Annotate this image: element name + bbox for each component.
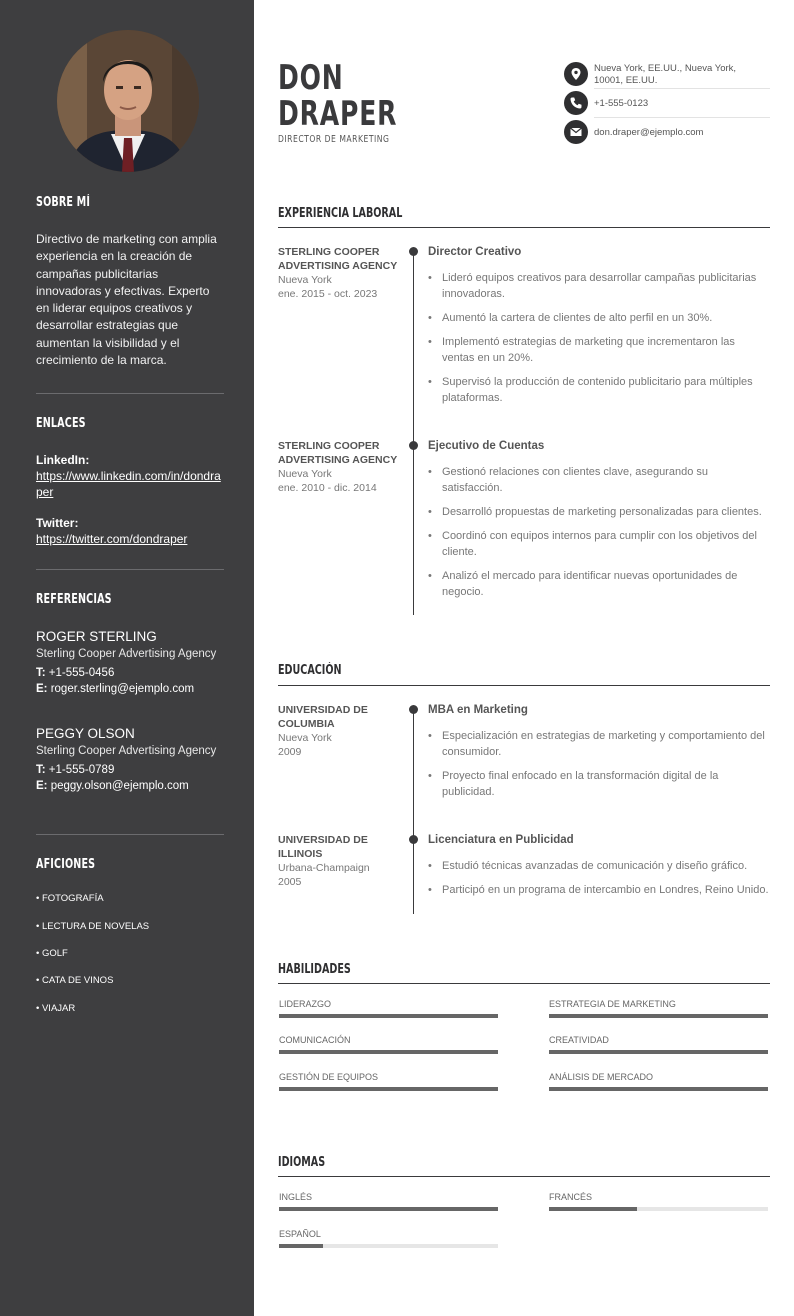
entry-bullets <box>428 858 770 906</box>
reference-email-value: roger.sterling@ejemplo.com <box>50 683 195 695</box>
language-bar-track <box>279 1244 498 1248</box>
skill-label: ESTRATEGIA DE MARKETING <box>549 999 676 1009</box>
email-prefix: E: <box>36 780 48 792</box>
bullet-item: • Estudió técnicas avanzadas de comunicación y diseño gráfico. <box>428 858 770 874</box>
experience-heading: EXPERIENCIA LABORAL <box>278 206 403 221</box>
reference-item <box>36 725 224 794</box>
skill-bar-track <box>549 1050 768 1054</box>
skill-bar-track <box>279 1050 498 1054</box>
about-heading: SOBRE MÍ <box>36 195 91 210</box>
last-name: DRAPER <box>278 94 398 134</box>
section-rule <box>278 1176 770 1177</box>
twitter-link[interactable]: https://twitter.com/dondraper <box>36 532 188 546</box>
skill-bar-fill <box>549 1087 768 1091</box>
skill-item <box>548 1071 768 1083</box>
hobby-item: • GOLF <box>36 948 68 959</box>
entry-dates: ene. 2015 - oct. 2023 <box>278 288 378 300</box>
email-text: don.draper@ejemplo.com <box>594 127 704 138</box>
skill-bar-track <box>279 1014 498 1018</box>
timeline-line <box>413 833 414 914</box>
timeline-dot <box>409 247 418 256</box>
education-entry-info <box>278 833 398 889</box>
education-heading: EDUCACIÓN <box>278 663 342 678</box>
timeline-line <box>413 709 414 833</box>
skill-label: CREATIVIDAD <box>549 1035 609 1045</box>
bullet-item: • Analizó el mercado para identificar nuevas oportunidades de negocio. <box>428 568 770 600</box>
reference-email <box>36 778 224 794</box>
link-label: Twitter: <box>36 516 79 530</box>
phone-icon <box>564 91 588 115</box>
address-line: 10001, EE.UU. <box>594 74 658 86</box>
bullet-item: • Implementó estrategias de marketing que incrementaron las ventas en un 20%. <box>428 334 770 366</box>
phone-text: +1-555-0123 <box>594 98 649 109</box>
sidebar-divider <box>36 569 224 570</box>
timeline-dot <box>409 705 418 714</box>
hobbies-heading: AFICIONES <box>36 857 96 872</box>
links-heading: ENLACES <box>36 416 86 431</box>
bullet-item: • Lideró equipos creativos para desarrollar campañas publicitarias innovadoras. <box>428 270 770 302</box>
reference-phone <box>36 665 224 681</box>
sidebar-divider <box>36 393 224 394</box>
entry-org: UNIVERSIDAD DE ILLINOIS <box>278 834 368 860</box>
skill-label: ANÁLISIS DE MERCADO <box>549 1072 654 1082</box>
hobby-item: • CATA DE VINOS <box>36 975 114 986</box>
language-bar-fill <box>549 1207 637 1211</box>
skill-label: LIDERAZGO <box>279 999 332 1009</box>
skill-bar-fill <box>549 1014 768 1018</box>
reference-company: Sterling Cooper Advertising Agency <box>36 745 217 757</box>
skills-heading: HABILIDADES <box>278 962 351 977</box>
language-bar-fill <box>279 1244 323 1248</box>
entry-org: STERLING COOPER ADVERTISING AGENCY <box>278 440 398 466</box>
entry-dates: 2009 <box>278 746 302 758</box>
entry-location: Nueva York <box>278 274 332 286</box>
person-name <box>278 60 397 132</box>
language-bar-track <box>549 1207 768 1211</box>
hobby-item: • FOTOGRAFÍA <box>36 893 104 904</box>
entry-dates: ene. 2010 - dic. 2014 <box>278 482 377 494</box>
hobbies-section <box>36 857 224 872</box>
languages-heading: IDIOMAS <box>278 1155 326 1170</box>
entry-bullets <box>428 728 770 808</box>
experience-entry-info <box>278 439 398 495</box>
sidebar-divider <box>36 834 224 835</box>
timeline-dot <box>409 441 418 450</box>
entry-org: UNIVERSIDAD DE COLUMBIA <box>278 704 368 730</box>
reference-phone-value: +1-555-0789 <box>48 764 115 776</box>
language-bar-track <box>279 1207 498 1211</box>
bullet-item: • Especialización en estrategias de marketing y comportamiento del consumidor. <box>428 728 770 760</box>
contact-email <box>564 120 770 144</box>
skill-label: COMUNICACIÓN <box>279 1035 351 1045</box>
phone-prefix: T: <box>36 764 46 776</box>
bullet-item: • Proyecto final enfocado en la transformación digital de la publicidad. <box>428 768 770 800</box>
timeline-dot <box>409 835 418 844</box>
reference-name: ROGER STERLING <box>36 629 157 644</box>
reference-phone <box>36 762 224 778</box>
skill-bar-fill <box>279 1014 498 1018</box>
language-item <box>278 1228 498 1240</box>
contact-divider <box>594 88 770 89</box>
entry-title: MBA en Marketing <box>428 704 528 716</box>
first-name: DON <box>278 58 344 98</box>
sidebar <box>0 0 254 1316</box>
section-rule <box>278 685 770 686</box>
entry-dates: 2005 <box>278 876 302 888</box>
email-icon <box>564 120 588 144</box>
skill-bar-track <box>549 1014 768 1018</box>
timeline-line <box>413 251 414 427</box>
skill-bar-track <box>549 1087 768 1091</box>
entry-bullets <box>428 464 770 608</box>
skill-bar-track <box>279 1087 498 1091</box>
language-item <box>278 1191 498 1203</box>
entry-bullets <box>428 270 770 414</box>
section-rule <box>278 227 770 228</box>
linkedin-link[interactable]: https://www.linkedin.com/in/dondraper <box>36 469 221 499</box>
bullet-item: • Coordinó con equipos internos para cumplir con los objetivos del cliente. <box>428 528 770 560</box>
about-text: Directivo de marketing con amplia experiencia en la creación de campañas publicitarias innovadoras y efectivas. Experto en liderar equipos creativos y desarrollar estrategias que aumentan la visibilidad y el crecimiento de la marca. <box>36 232 217 368</box>
address-line: Nueva York, EE.UU., Nueva York, <box>594 63 737 74</box>
skill-item <box>278 998 498 1010</box>
reference-name: PEGGY OLSON <box>36 726 135 741</box>
bullet-item: • Desarrolló propuestas de marketing personalizadas para clientes. <box>428 504 770 520</box>
skill-bar-fill <box>279 1087 498 1091</box>
reference-email <box>36 681 224 697</box>
person-role: DIRECTOR DE MARKETING <box>278 134 390 145</box>
language-label: ESPAÑOL <box>279 1229 321 1239</box>
contact-phone <box>564 91 770 115</box>
language-label: FRANCÉS <box>549 1192 593 1202</box>
address-text <box>594 63 770 86</box>
bullet-item: • Participó en un programa de intercambio en Londres, Reino Unido. <box>428 882 770 898</box>
profile-photo <box>57 30 199 172</box>
experience-entry-info <box>278 245 398 301</box>
reference-phone-value: +1-555-0456 <box>48 667 115 679</box>
hobbies-list <box>36 893 224 1023</box>
hobby-item: • LECTURA DE NOVELAS <box>36 921 150 932</box>
skill-bar-fill <box>279 1050 498 1054</box>
location-pin-icon <box>564 62 588 86</box>
entry-org: STERLING COOPER ADVERTISING AGENCY <box>278 246 398 272</box>
phone-prefix: T: <box>36 667 46 679</box>
contact-divider <box>594 117 770 118</box>
timeline-line <box>413 427 414 615</box>
email-prefix: E: <box>36 683 48 695</box>
skill-item <box>548 998 768 1010</box>
skill-item <box>548 1034 768 1046</box>
reference-item <box>36 628 224 697</box>
reference-email-value: peggy.olson@ejemplo.com <box>50 780 189 792</box>
about-section <box>36 195 224 210</box>
skill-bar-fill <box>549 1050 768 1054</box>
link-linkedin <box>36 452 224 500</box>
entry-title: Ejecutivo de Cuentas <box>428 440 545 452</box>
skill-item <box>278 1034 498 1046</box>
entry-title: Director Creativo <box>428 246 522 258</box>
entry-location: Nueva York <box>278 468 332 480</box>
skill-item <box>278 1071 498 1083</box>
contact-address <box>564 62 770 88</box>
references-heading: REFERENCIAS <box>36 592 112 607</box>
language-bar-fill <box>279 1207 498 1211</box>
bullet-item: • Aumentó la cartera de clientes de alto perfil en un 30%. <box>428 310 770 326</box>
links-section <box>36 416 224 431</box>
skill-label: GESTIÓN DE EQUIPOS <box>279 1072 379 1082</box>
bullet-item: • Gestionó relaciones con clientes clave, asegurando su satisfacción. <box>428 464 770 496</box>
bullet-item: • Supervisó la producción de contenido publicitario para múltiples plataformas. <box>428 374 770 406</box>
link-twitter <box>36 515 224 547</box>
section-rule <box>278 983 770 984</box>
education-entry-info <box>278 703 398 759</box>
references-section <box>36 592 224 607</box>
entry-title: Licenciatura en Publicidad <box>428 834 574 846</box>
link-label: LinkedIn: <box>36 453 90 467</box>
language-item <box>548 1191 768 1203</box>
language-label: INGLÉS <box>279 1192 313 1202</box>
entry-location: Urbana-Champaign <box>278 862 370 874</box>
reference-company: Sterling Cooper Advertising Agency <box>36 648 217 660</box>
hobby-item: • VIAJAR <box>36 1003 76 1014</box>
entry-location: Nueva York <box>278 732 332 744</box>
